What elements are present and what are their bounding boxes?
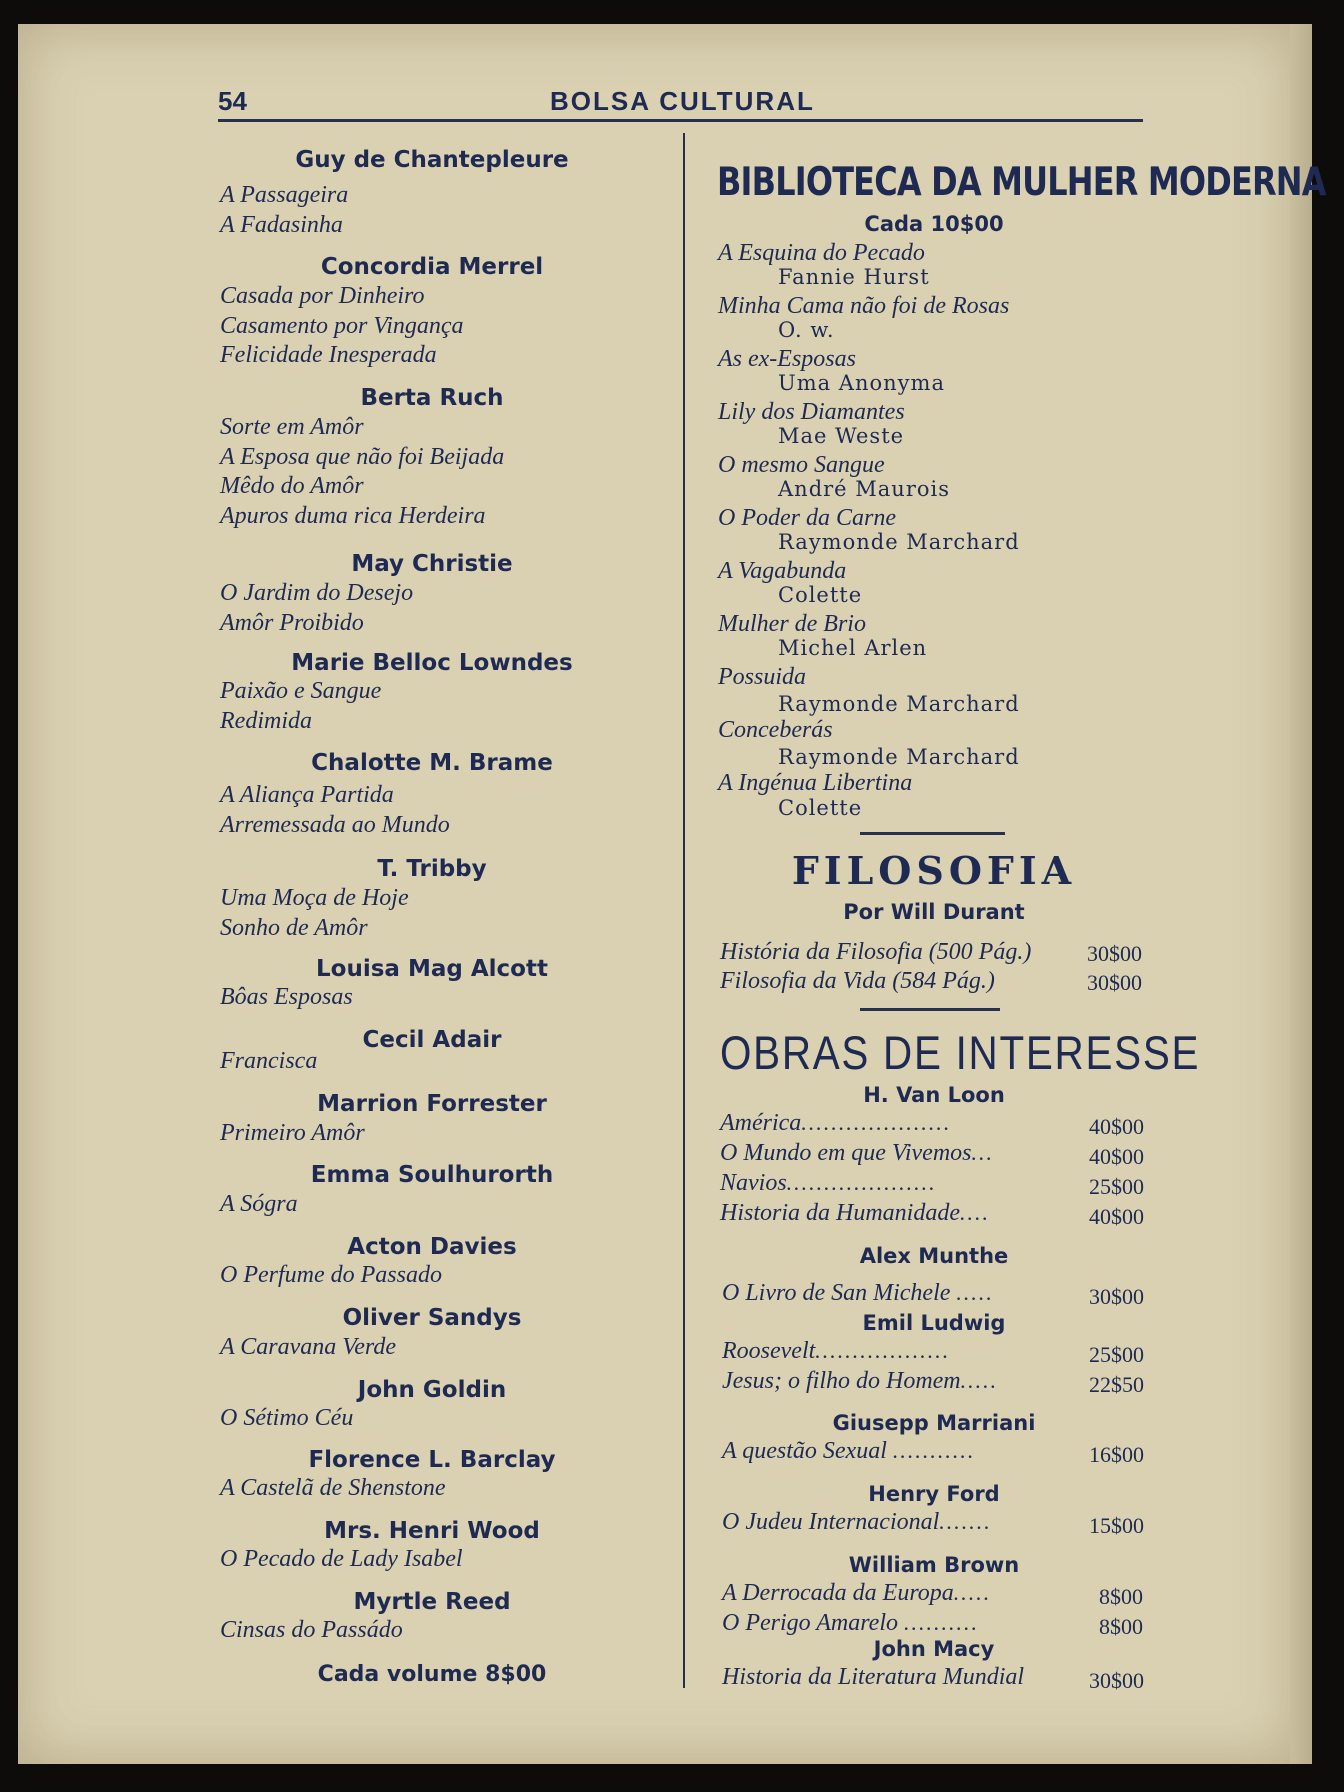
author-heading: William Brown bbox=[848, 1553, 1020, 1577]
header-rule bbox=[218, 119, 1143, 122]
book-title: A Esposa que não foi Beijada bbox=[220, 444, 505, 470]
author-heading: Florence L. Barclay bbox=[308, 1447, 556, 1473]
page-title: BOLSA CULTURAL bbox=[550, 86, 815, 116]
author-heading: Alex Munthe bbox=[859, 1244, 1009, 1268]
book-title: Possuida bbox=[718, 664, 807, 690]
section-heading: FILOSOFIA bbox=[791, 848, 1077, 893]
book-price: 40$00 bbox=[1089, 1144, 1144, 1169]
author-heading: Emma Soulhurorth bbox=[310, 1162, 554, 1188]
book-price: 15$00 bbox=[1089, 1513, 1144, 1538]
book-author: Raymonde Marchard bbox=[778, 692, 1020, 716]
book-title: A Aliança Partida bbox=[220, 782, 394, 808]
section-divider bbox=[860, 832, 1005, 835]
author-heading: Cecil Adair bbox=[362, 1027, 502, 1053]
column-divider bbox=[683, 133, 685, 1688]
book-title: A Caravana Verde bbox=[220, 1334, 396, 1360]
book-title: O Pecado de Lady Isabel bbox=[220, 1546, 463, 1572]
author-heading: John Macy bbox=[873, 1637, 995, 1661]
author-heading: Emil Ludwig bbox=[862, 1311, 1006, 1335]
book-title: O Poder da Carne bbox=[718, 505, 896, 531]
section-price: Cada 10$00 bbox=[864, 212, 1004, 236]
book-title: O Perfume do Passado bbox=[220, 1262, 442, 1288]
book-price: 30$00 bbox=[1087, 941, 1142, 966]
book-title: Roosevelt.................. bbox=[722, 1338, 951, 1364]
book-author: André Maurois bbox=[778, 477, 950, 501]
book-author: Uma Anonyma bbox=[778, 371, 945, 395]
book-title: A Castelã de Shenstone bbox=[220, 1475, 446, 1501]
book-title: Historia da Literatura Mundial bbox=[722, 1664, 1025, 1690]
book-title: Sorte em Amôr bbox=[220, 414, 364, 440]
author-heading: Mrs. Henri Wood bbox=[324, 1518, 540, 1544]
book-title: O Perigo Amarelo .......... bbox=[722, 1610, 979, 1636]
book-title: América.................... bbox=[720, 1110, 952, 1136]
footer-price: Cada volume 8$00 bbox=[317, 1662, 547, 1687]
book-title: Francisca bbox=[220, 1048, 318, 1074]
book-author: Raymonde Marchard bbox=[778, 745, 1020, 769]
book-title: Sonho de Amôr bbox=[220, 915, 368, 941]
next-page-edge bbox=[1290, 24, 1312, 1764]
book-title: Filosofia da Vida (584 Pág.) bbox=[720, 968, 995, 994]
book-title: O Livro de San Michele ..... bbox=[722, 1280, 994, 1306]
book-title: Primeiro Amôr bbox=[220, 1120, 365, 1146]
book-price: 30$00 bbox=[1089, 1668, 1144, 1693]
book-title: Felicidade Inesperada bbox=[220, 342, 437, 368]
section-author: Por Will Durant bbox=[843, 900, 1025, 924]
author-heading: Berta Ruch bbox=[360, 385, 504, 411]
book-title: O Sétimo Céu bbox=[220, 1405, 354, 1431]
book-price: 30$00 bbox=[1087, 970, 1142, 995]
book-price: 22$50 bbox=[1089, 1372, 1144, 1397]
book-price: 8$00 bbox=[1099, 1614, 1143, 1639]
book-title: Casamento por Vingança bbox=[220, 313, 464, 339]
author-heading: Myrtle Reed bbox=[353, 1589, 511, 1615]
book-author: Colette bbox=[778, 583, 863, 607]
book-title: O mesmo Sangue bbox=[718, 452, 885, 478]
book-title: Mêdo do Amôr bbox=[220, 473, 364, 499]
book-title: Apuros duma rica Herdeira bbox=[220, 503, 486, 529]
author-heading: Concordia Merrel bbox=[320, 254, 544, 280]
book-title: Arremessada ao Mundo bbox=[220, 812, 450, 838]
book-title: Jesus; o filho do Homem..... bbox=[722, 1368, 999, 1394]
section-heading: BIBLIOTECA DA MULHER MODERNA bbox=[717, 160, 1326, 205]
author-heading: Chalotte M. Brame bbox=[311, 750, 553, 776]
book-title: A Sógra bbox=[220, 1191, 298, 1217]
book-title: Historia da Humanidade.... bbox=[720, 1200, 990, 1226]
book-title: Uma Moça de Hoje bbox=[220, 885, 409, 911]
book-title: Redimida bbox=[220, 708, 312, 734]
book-price: 40$00 bbox=[1089, 1204, 1144, 1229]
book-author: Raymonde Marchard bbox=[778, 530, 1020, 554]
book-price: 8$00 bbox=[1099, 1584, 1143, 1609]
book-title: O Mundo em que Vivemos... bbox=[720, 1140, 994, 1166]
author-heading: May Christie bbox=[351, 551, 513, 577]
book-author: Michel Arlen bbox=[778, 636, 928, 660]
book-price: 16$00 bbox=[1089, 1442, 1144, 1467]
author-heading: Marie Belloc Lowndes bbox=[291, 650, 573, 676]
page-number: 54 bbox=[218, 86, 247, 116]
section-divider bbox=[860, 1008, 1000, 1011]
book-title: História da Filosofia (500 Pág.) bbox=[720, 939, 1032, 965]
book-title: Paixão e Sangue bbox=[220, 678, 382, 704]
book-title: As ex-Esposas bbox=[718, 346, 856, 372]
author-heading: T. Tribby bbox=[377, 856, 487, 882]
book-title: Navios.................... bbox=[720, 1170, 937, 1196]
book-title: Minha Cama não foi de Rosas bbox=[718, 293, 1010, 319]
book-title: A Esquina do Pecado bbox=[718, 240, 925, 266]
book-title: Mulher de Brio bbox=[718, 611, 866, 637]
book-title: A Derrocada da Europa..... bbox=[722, 1580, 992, 1606]
book-title: Cinsas do Passádo bbox=[220, 1617, 403, 1643]
book-title: A Ingénua Libertina bbox=[718, 770, 913, 796]
book-title: A questão Sexual ........... bbox=[722, 1438, 976, 1464]
book-price: 25$00 bbox=[1089, 1342, 1144, 1367]
book-title: A Vagabunda bbox=[718, 558, 847, 584]
book-title: Casada por Dinheiro bbox=[220, 283, 425, 309]
book-title: Amôr Proibido bbox=[220, 610, 364, 636]
book-title: O Jardim do Desejo bbox=[220, 580, 414, 606]
author-heading: Acton Davies bbox=[347, 1234, 517, 1260]
book-title: Lily dos Diamantes bbox=[718, 399, 905, 425]
book-author: Mae Weste bbox=[778, 424, 905, 448]
book-price: 40$00 bbox=[1089, 1114, 1144, 1139]
author-heading: Louisa Mag Alcott bbox=[316, 956, 548, 982]
book-title: Bôas Esposas bbox=[220, 984, 353, 1010]
book-price: 25$00 bbox=[1089, 1174, 1144, 1199]
book-author: O. w. bbox=[778, 318, 835, 342]
book-author: Colette bbox=[778, 796, 863, 820]
author-heading: John Goldin bbox=[357, 1377, 507, 1403]
author-heading: Henry Ford bbox=[868, 1482, 1000, 1506]
book-author: Fannie Hurst bbox=[778, 265, 930, 289]
section-heading: OBRAS DE INTERESSE bbox=[720, 1026, 1201, 1079]
author-heading: Guy de Chantepleure bbox=[295, 147, 569, 173]
author-heading: Marrion Forrester bbox=[317, 1091, 547, 1117]
author-heading: H. Van Loon bbox=[863, 1083, 1005, 1107]
book-title: O Judeu Internacional....... bbox=[722, 1509, 992, 1535]
book-title: A Fadasinha bbox=[220, 212, 343, 238]
book-price: 30$00 bbox=[1089, 1284, 1144, 1309]
book-title: A Passageira bbox=[220, 182, 349, 208]
author-heading: Oliver Sandys bbox=[342, 1305, 522, 1331]
author-heading: Giusepp Marriani bbox=[832, 1411, 1036, 1435]
book-title: Conceberás bbox=[718, 717, 833, 743]
